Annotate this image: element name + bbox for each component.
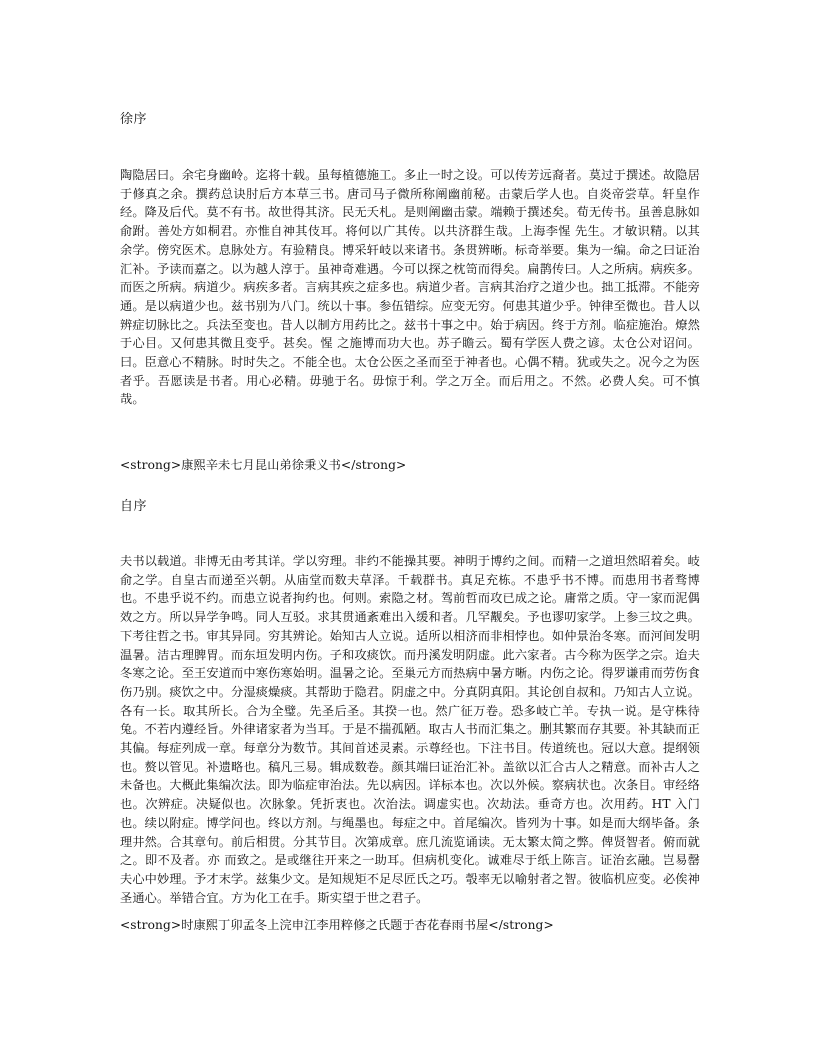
preface-2-heading: 自序: [120, 499, 148, 514]
preface-2-signature: <strong>时康熙丁卯孟冬上浣申江李用粹修之氏题于杏花春雨书屋</strong>: [120, 918, 554, 932]
preface-1-heading: 徐序: [120, 112, 148, 127]
preface-1-signature: <strong>康熙辛未七月昆山弟徐秉义书</strong>: [120, 458, 407, 472]
preface-1-body: 陶隐居曰。余宅身幽岭。迄将十载。虽每植德施工。多止一时之设。可以传芳远裔者。莫过于撰述。故隐居于修真之余。撰药总诀肘后方本草三书。唐司马子微所称阐幽前秘。击蒙后学人也。自炎帝尝草。轩皇作经。降及后代。莫不有书。故世得其济。民无夭札。是则阐幽击蒙。端赖于撰述矣。荀无传书。虽善息脉如俞跗。善处方如桐君。亦惟自神其伎耳。将何以广其传。以共济群生哉。上海李惺 先生。才敏识精。以其余学。傍究医术。息脉处方。有验精良。博采轩岐以来诸书。条贯辨晰。标奇举要。集为一编。命之曰证治汇补。予读而嘉之。以为越人淳于。虽神奇难遇。今可以探之枕笥而得矣。扁鹊传曰。人之所病。病疾多。而医之所病。病道少。病疾多者。言病其疾之症多也。病道少者。言病其治疗之道少也。拙工抵滞。不能旁通。是以病道少也。兹书别为八门。统以十事。参伍错综。应变无穷。何患其道少乎。钟律至微也。昔人以辨症切脉比之。兵法至变也。昔人以制方用药比之。兹书十事之中。始于病因。终于方剂。临症施治。燎然于心目。又何患其微且变乎。甚矣。惺 之施博而功大也。苏子瞻云。蜀有学医人费之谚。太仓公对诏问。曰。臣意心不精脉。时时失之。不能全也。太仓公医之圣而至于神者也。心偶不精。犹或失之。况今之为医者乎。吾愿读是书者。用心必精。毋驰于名。毋惊于利。学之万全。而后用之。不然。必费人矣。可不慎哉。: [120, 168, 700, 407]
preface-2-body: 夫书以载道。非博无由考其详。学以穷理。非约不能操其要。神明于博约之间。而精一之道坦然昭着矣。岐俞之学。自皇古而递至兴朝。从庙堂而数夫草泽。千载群书。真足充栋。不患乎书不博。而患用书者骛博也。不患乎说不约。而患立说者拘约也。何则。索隐之材。驾前哲而攻已成之论。庸常之质。守一家而泥偶效之方。所以异学争鸣。同人互驳。求其贯通紊难出入缓和者。几罕觏矣。予也谬叨家学。上参三坟之典。下考往哲之书。审其异同。穷其辨论。始知古人立说。适所以相济而非相悖也。如仲景治冬寒。而河间发明温暑。洁古理脾胃。而东垣发明内伤。子和攻痰饮。而丹溪发明阴虚。此六家者。古今称为医学之宗。迨夫冬寒之论。至王安道而中寒伤寒始明。温暑之论。至巢元方而热病中暑方晰。内伤之论。得罗谦甫而劳伤食伤乃别。痰饮之中。分湿痰燥痰。其帮助于隐君。阴虚之中。分真阴真阳。其论创自叔和。乃知古人立说。各有一长。取其所长。合为全璧。先圣后圣。其揆一也。然广征万卷。恐多岐亡羊。专执一说。是守株待兔。不若内遵经旨。外律诸家者为当耳。于是不揣孤陋。取古人书而汇集之。删其繁而存其要。补其缺而正其偏。每症列成一章。每章分为数节。其间首述灵素。示尊经也。下注书目。传道统也。冠以大意。提纲领也。赘以管见。补遗略也。稿凡三易。辑成数卷。颜其端曰证治汇补。盖欲以汇合古人之精意。而补古人之未备也。大概此集编次法。即为临症审治法。先以病因。详标本也。次以外候。察病状也。次条目。审经络也。次辨症。决疑似也。次脉象。凭折衷也。次治法。调虚实也。次劫法。垂奇方也。次用药。HT 入门也。续以附症。博学问也。终以方剂。与绳墨也。每症之中。首尾编次。皆列为十事。如是而大纲毕备。条理井然。合其章句。前后相贯。分其节目。次第成章。庶几流览诵读。无太繁太简之弊。俾贤智者。俯而就之。即不及者。亦 而致之。是或继往开来之一助耳。但病机变化。诚难尽于纸上陈言。证治玄融。岂易罄夫心中妙理。予才末学。兹集少文。是知规矩不足尽匠氏之巧。彀率无以喻射者之智。彼临机应变。必俟神圣通心。举错合宜。方为化工在手。斯实望于世之君子。: [120, 554, 700, 905]
